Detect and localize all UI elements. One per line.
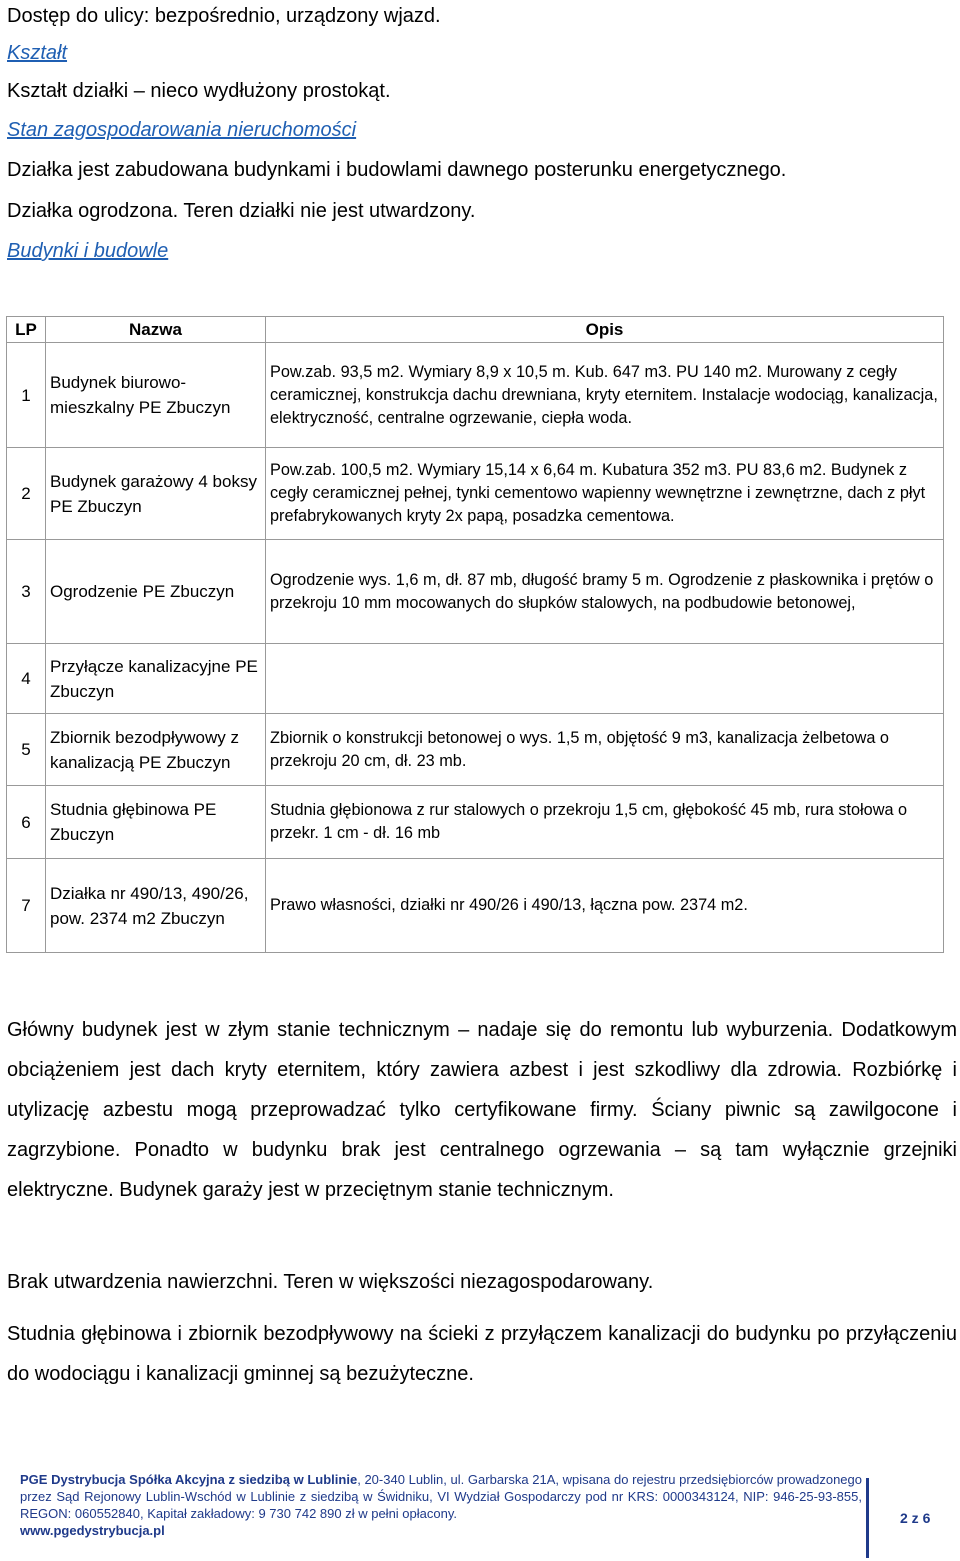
- well-paragraph: Studnia głębinowa i zbiornik bezodpływowy na ścieki z przyłączem kanalizacji do budynku po przyłączeniu do wodociągu i kanalizacji gminnej są bezużyteczne.: [7, 1323, 957, 1385]
- row-lp: 6: [7, 786, 46, 859]
- header-lp: LP: [7, 317, 46, 343]
- table-row: [7, 859, 944, 953]
- row-name: Budynek biurowo-mieszkalny PE Zbuczyn: [46, 343, 266, 448]
- status-line-2: Działka ogrodzona. Teren działki nie jest utwardzony.: [7, 200, 476, 222]
- row-lp: 4: [7, 644, 46, 714]
- table-row: [7, 448, 944, 540]
- surface-paragraph: Brak utwardzenia nawierzchni. Teren w większości niezagospodarowany.: [7, 1271, 654, 1293]
- row-name: Budynek garażowy 4 boksy PE Zbuczyn: [46, 448, 266, 540]
- row-lp: 1: [7, 343, 46, 448]
- row-name: Zbiornik bezodpływowy z kanalizacją PE Zbuczyn: [46, 714, 266, 786]
- header-opis: Opis: [266, 317, 944, 343]
- row-name: Przyłącze kanalizacyjne PE Zbuczyn: [46, 644, 266, 714]
- row-desc: Ogrodzenie wys. 1,6 m, dł. 87 mb, długość bramy 5 m. Ogrodzenie z płaskownika i prętów o przekroju 10 mm mocowanych do słupków stalowych, na podbudowie betonowej,: [266, 540, 944, 644]
- footer-website[interactable]: www.pgedystrybucja.pl: [20, 1523, 165, 1538]
- buildings-table: [6, 316, 944, 953]
- row-desc: Pow.zab. 93,5 m2. Wymiary 8,9 x 10,5 m. Kub. 647 m3. PU 140 m2. Murowany z cegły ceramicznej, konstrukcja dachu drewniana, kryty eternitem. Instalacje wodociąg, kanalizacja, elektryczność, centralne ogrzewanie, ciepła woda.: [266, 343, 944, 448]
- table-row: [7, 714, 944, 786]
- table-row: [7, 343, 944, 448]
- condition-paragraph: Główny budynek jest w złym stanie technicznym – nadaje się do remontu lub wyburzenia. Dodatkowym obciążeniem jest dach kryty eternitem, który zawiera azbest i jest szkodliwy dla zdrowia. Rozbiórkę i utylizację azbestu mogą przeprowadzać tylko certyfikowane firmy. Ściany piwnic są zawilgocone i zagrzybione. Ponadto w budynku brak jest centralnego ogrzewania – są tam wyłącznie grzejniki elektryczne. Budynek garaży jest w przeciętnym stanie technicznym.: [7, 1019, 957, 1201]
- row-desc: Zbiornik o konstrukcji betonowej o wys. 1,5 m, objętość 9 m3, kanalizacja żelbetowa o przekroju 20 cm, dł. 23 mb.: [266, 714, 944, 786]
- table-row: [7, 540, 944, 644]
- row-lp: 3: [7, 540, 46, 644]
- access-line: Dostęp do ulicy: bezpośrednio, urządzony wjazd.: [7, 5, 441, 27]
- page-number: 2 z 6: [900, 1510, 931, 1526]
- status-line-1: Działka jest zabudowana budynkami i budowlami dawnego posterunku energetycznego.: [7, 159, 787, 181]
- row-lp: 2: [7, 448, 46, 540]
- table-row: [7, 644, 944, 714]
- row-desc: [266, 644, 944, 714]
- table-row: [7, 786, 944, 859]
- heading-ksztalt: Kształt: [7, 42, 68, 64]
- footer-divider: [866, 1478, 869, 1558]
- row-lp: 5: [7, 714, 46, 786]
- table-header-row: [7, 317, 944, 343]
- row-name: Działka nr 490/13, 490/26, pow. 2374 m2 Zbuczyn: [46, 859, 266, 953]
- header-nazwa: Nazwa: [46, 317, 266, 343]
- shape-line: Kształt działki – nieco wydłużony prostokąt.: [7, 80, 391, 102]
- footer-company: PGE Dystrybucja Spółka Akcyjna z siedzibą w Lublinie: [20, 1472, 358, 1487]
- row-desc: Studnia głębionowa z rur stalowych o przekroju 1,5 cm, głębokość 45 mb, rura stołowa o przekr. 1 cm - dł. 16 mb: [266, 786, 944, 859]
- row-name: Studnia głębinowa PE Zbuczyn: [46, 786, 266, 859]
- footer-registry: , 20-340 Lublin, ul. Garbarska 21A, wpisana do rejestru przedsiębiorców prowadzonego przez Sąd Rejonowy Lublin-Wschód w Lublinie z siedzibą w Świdniku, VI Wydział Gospodarczy pod nr KRS: 0000343124, NIP: 946-25-93-855, REGON: 060552840, Kapitał zakładowy: 9 730 742 890 zł w pełni opłacony.: [20, 1472, 862, 1521]
- row-lp: 7: [7, 859, 46, 953]
- row-desc: Pow.zab. 100,5 m2. Wymiary 15,14 x 6,64 m. Kubatura 352 m3. PU 83,6 m2. Budynek z cegły ceramicznej pełnej, tynki cementowo wapienny wewnętrzne i zewnętrzne, dach z płyt prefabrykowanych kryty 2x papą, posadzka cementowa.: [266, 448, 944, 540]
- row-name: Ogrodzenie PE Zbuczyn: [46, 540, 266, 644]
- footer-text: [20, 1471, 862, 1539]
- row-desc: Prawo własności, działki nr 490/26 i 490/13, łączna pow. 2374 m2.: [266, 859, 944, 953]
- heading-stan: Stan zagospodarowania nieruchomości: [7, 119, 357, 141]
- heading-budynki: Budynki i budowle: [7, 240, 169, 262]
